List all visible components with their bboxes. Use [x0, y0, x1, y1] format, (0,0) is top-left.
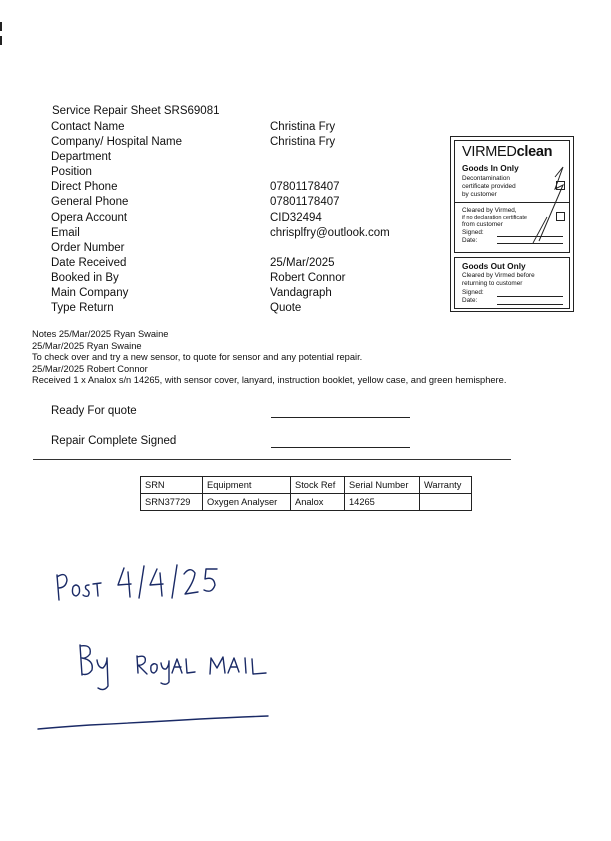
field-value: 25/Mar/2025: [270, 256, 335, 269]
field-label: Main Company: [51, 287, 129, 300]
col-header: Serial Number: [345, 477, 420, 494]
hw-post: [83, 585, 89, 596]
field-label: Direct Phone: [51, 181, 118, 194]
cleared-line-1: Cleared by Virmed,: [462, 207, 517, 214]
field-label: Booked in By: [51, 271, 119, 284]
field-label: Order Number: [51, 241, 125, 254]
hw-date: [204, 569, 217, 591]
field-value: CID32494: [270, 211, 322, 224]
hw-date: [184, 570, 198, 594]
cleared-line-3: from customer: [462, 221, 503, 228]
field-value: Vandagraph: [270, 287, 332, 300]
hw-underline: [38, 716, 268, 729]
hw-date: [172, 565, 177, 598]
field-label: Email: [51, 226, 80, 239]
out-signed-label: Signed:: [462, 289, 484, 296]
col-header: Equipment: [203, 477, 291, 494]
field-label: Position: [51, 166, 92, 179]
note-line: 25/Mar/2025 Ryan Swaine: [32, 340, 142, 351]
hw-royal: [172, 659, 182, 673]
field-label: Contact Name: [51, 121, 125, 133]
hw-date: [139, 566, 144, 598]
out-line-2: returning to customer: [462, 280, 523, 287]
ready-for-quote-label: Ready For quote: [51, 405, 137, 417]
hw-mail: [245, 658, 246, 673]
col-header: SRN: [141, 477, 203, 494]
field-value: Christina Fry: [270, 136, 336, 149]
out-line-1: Cleared by Virmed before: [462, 272, 535, 279]
decon-line-1: Decontamination: [462, 175, 510, 182]
note-line: Notes 25/Mar/2025 Ryan Swaine: [32, 329, 169, 339]
col-header: Stock Ref: [291, 477, 345, 494]
out-date-label: Date:: [462, 297, 478, 304]
field-value: Quote: [270, 302, 302, 315]
hw-mail: [228, 658, 239, 673]
decon-line-3: by customer: [462, 191, 497, 198]
repair-complete-label: Repair Complete Signed: [51, 435, 177, 447]
hw-date: [150, 569, 163, 596]
hw-mail: [252, 659, 266, 674]
field-label: Type Return: [51, 302, 114, 315]
field-value: 07801178407: [270, 181, 340, 194]
hw-by: [97, 658, 108, 690]
field-label: Department: [51, 151, 112, 164]
note-line: Received 1 x Analox s/n 14265, with sensor cover, lanyard, instruction booklet, yellow case, and green hemisphere.: [32, 375, 507, 386]
table-cell: SRN37729: [141, 494, 203, 511]
table-cell: Oxygen Analyser: [203, 494, 291, 511]
field-value: 07801178407: [270, 196, 340, 209]
brand-clean: clean: [516, 144, 553, 160]
sheet-title: Service Repair Sheet SRS69081: [52, 105, 220, 117]
hw-post: [57, 575, 67, 600]
field-value: Robert Connor: [270, 271, 346, 284]
stamp-date-label: Date:: [462, 237, 478, 244]
note-line: To check over and try a new sensor, to quote for sensor and any potential repair.: [32, 352, 363, 363]
hw-post: [72, 585, 79, 596]
stamp-signed-label: Signed:: [462, 229, 484, 236]
cleared-line-2: if no declaration certificate: [462, 215, 527, 221]
hw-royal: [151, 664, 157, 673]
hw-royal: [137, 656, 147, 674]
decon-line-2: certificate provided: [462, 183, 516, 190]
brand-virmed: VIRMED: [462, 144, 517, 160]
goods-out-heading: Goods Out Only: [462, 261, 526, 271]
field-label: Date Received: [51, 256, 127, 269]
field-label: General Phone: [51, 196, 129, 209]
hw-mail: [210, 657, 225, 674]
field-value: Christina Fry: [270, 121, 336, 133]
hw-post: [93, 583, 101, 596]
table-cell: 14265: [345, 494, 420, 511]
goods-in-heading: Goods In Only: [462, 163, 519, 173]
hw-royal: [186, 659, 195, 673]
col-header: Warranty: [420, 477, 472, 494]
field-label: Company/ Hospital Name: [51, 136, 183, 149]
hw-royal: [161, 661, 169, 684]
hw-date: [118, 568, 131, 597]
field-label: Opera Account: [51, 211, 128, 224]
email-value: chrisplfry@outlook.com: [270, 226, 390, 239]
hw-by: [80, 645, 92, 675]
note-line: 25/Mar/2025 Robert Connor: [32, 363, 148, 374]
table-cell: Analox: [291, 494, 345, 511]
